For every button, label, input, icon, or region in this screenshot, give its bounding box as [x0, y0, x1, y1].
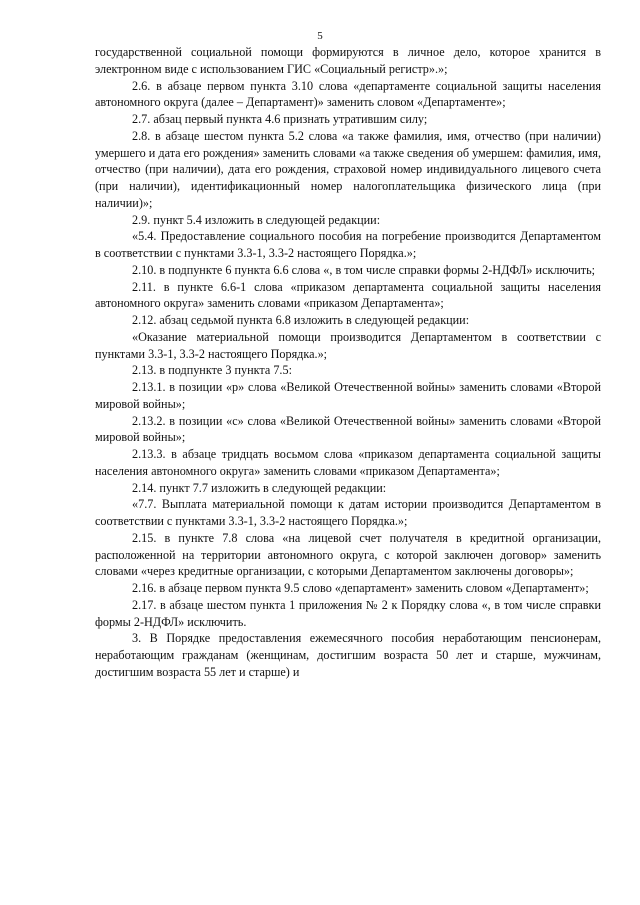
paragraph-2-9: 2.9. пункт 5.4 изложить в следующей редакции: — [132, 212, 381, 227]
paragraph-2-6: 2.6. в абзаце первом пункта 3.10 слова «департаменте социальной защиты населения автономного округа (далее – Департамент)» заменить словом «Департаменте»; — [95, 78, 601, 110]
paragraph-continuation: государственной социальной помощи формируются в личное дело, которое хранится в электронном виде с использованием ГИС «Социальный регистр».»; — [95, 45, 601, 76]
paragraph-2-17: 2.17. в абзаце шестом пункта 1 приложения № 2 к Порядку слова «, в том числе справки формы 2-НДФЛ» исключить. — [95, 597, 601, 629]
paragraph-2-13-3: 2.13.3. в абзаце тридцать восьмом слова «приказом департамента социальной защиты населения автономного округа» заменить словами «приказом Департамента»; — [95, 447, 601, 478]
paragraph-2-12: 2.12. абзац седьмой пункта 6.8 изложить в следующей редакции: — [132, 313, 470, 327]
paragraph-2-10: 2.10. в подпункте 6 пункта 6.6 слова «, в том числе справки формы 2-НДФЛ» исключить; — [132, 262, 596, 277]
paragraph-3: 3. В Порядке предоставления ежемесячного пособия неработающим пенсионерам, неработающим гражданам (женщинам, достигшим возраста 50 лет и старше, мужчинам, достигшим возраста 55 лет и старше) и — [95, 631, 601, 679]
paragraph-2-13: 2.13. в подпункте 3 пункта 7.5: — [132, 363, 292, 378]
paragraph-quote-5-4: «5.4. Предоставление социального пособия на погребение производится Департаментом в соответствии с пунктами 3.3-1, 3.3-2 настоящего Порядка.»; — [95, 229, 601, 260]
paragraph-2-11: 2.11. в пункте 6.6-1 слова «приказом департамента социальной защиты населения автономного округа» заменить словами «приказом Департамента»; — [95, 279, 601, 311]
paragraph-2-13-2: 2.13.2. в позиции «с» слова «Великой Отечественной войны» заменить словами «Второй мировой войны»; — [95, 413, 601, 445]
paragraph-2-15: 2.15. в пункте 7.8 слова «на лицевой счет получателя в кредитной организации, расположенной на территории автономного округа, с которой заключен договор» заменить словами «через кредитные организации, с которыми Департаментом заключены договоры»; — [95, 530, 601, 579]
paragraph-2-7: 2.7. абзац первый пункта 4.6 признать утратившим силу; — [132, 112, 428, 126]
paragraph-2-14: 2.14. пункт 7.7 изложить в следующей редакции: — [132, 480, 387, 495]
paragraph-2-13-1: 2.13.1. в позиции «р» слова «Великой Отечественной войны» заменить словами «Второй мировой войны»; — [95, 380, 601, 411]
paragraph-2-16: 2.16. в абзаце первом пункта 9.5 слово «департамент» заменить словом «Департамент»; — [132, 581, 589, 595]
paragraph-2-8: 2.8. в абзаце шестом пункта 5.2 слова «а также фамилия, имя, отчество (при наличии) умершего и дата его рождения» заменить словами «а также сведения об умершем: фамилия, имя, отчество (при наличии), дата его рождения, страховой номер индивидуального лицевого счета (при наличии), идентификационный номер налогоплательщика физического лица (при наличии)»; — [95, 128, 601, 210]
paragraph-quote-material-help: «Оказание материальной помощи производится Департаментом в соответствии с пунктами 3.3-1, 3.3-2 настоящего Порядка.»; — [95, 329, 601, 361]
document-body — [95, 44, 601, 681]
paragraph-quote-7-7: «7.7. Выплата материальной помощи к датам истории производится Департаментом в соответствии с пунктами 3.3-1, 3.3-2 настоящего Порядка.»; — [95, 497, 601, 528]
page-number: 5 — [317, 30, 323, 42]
